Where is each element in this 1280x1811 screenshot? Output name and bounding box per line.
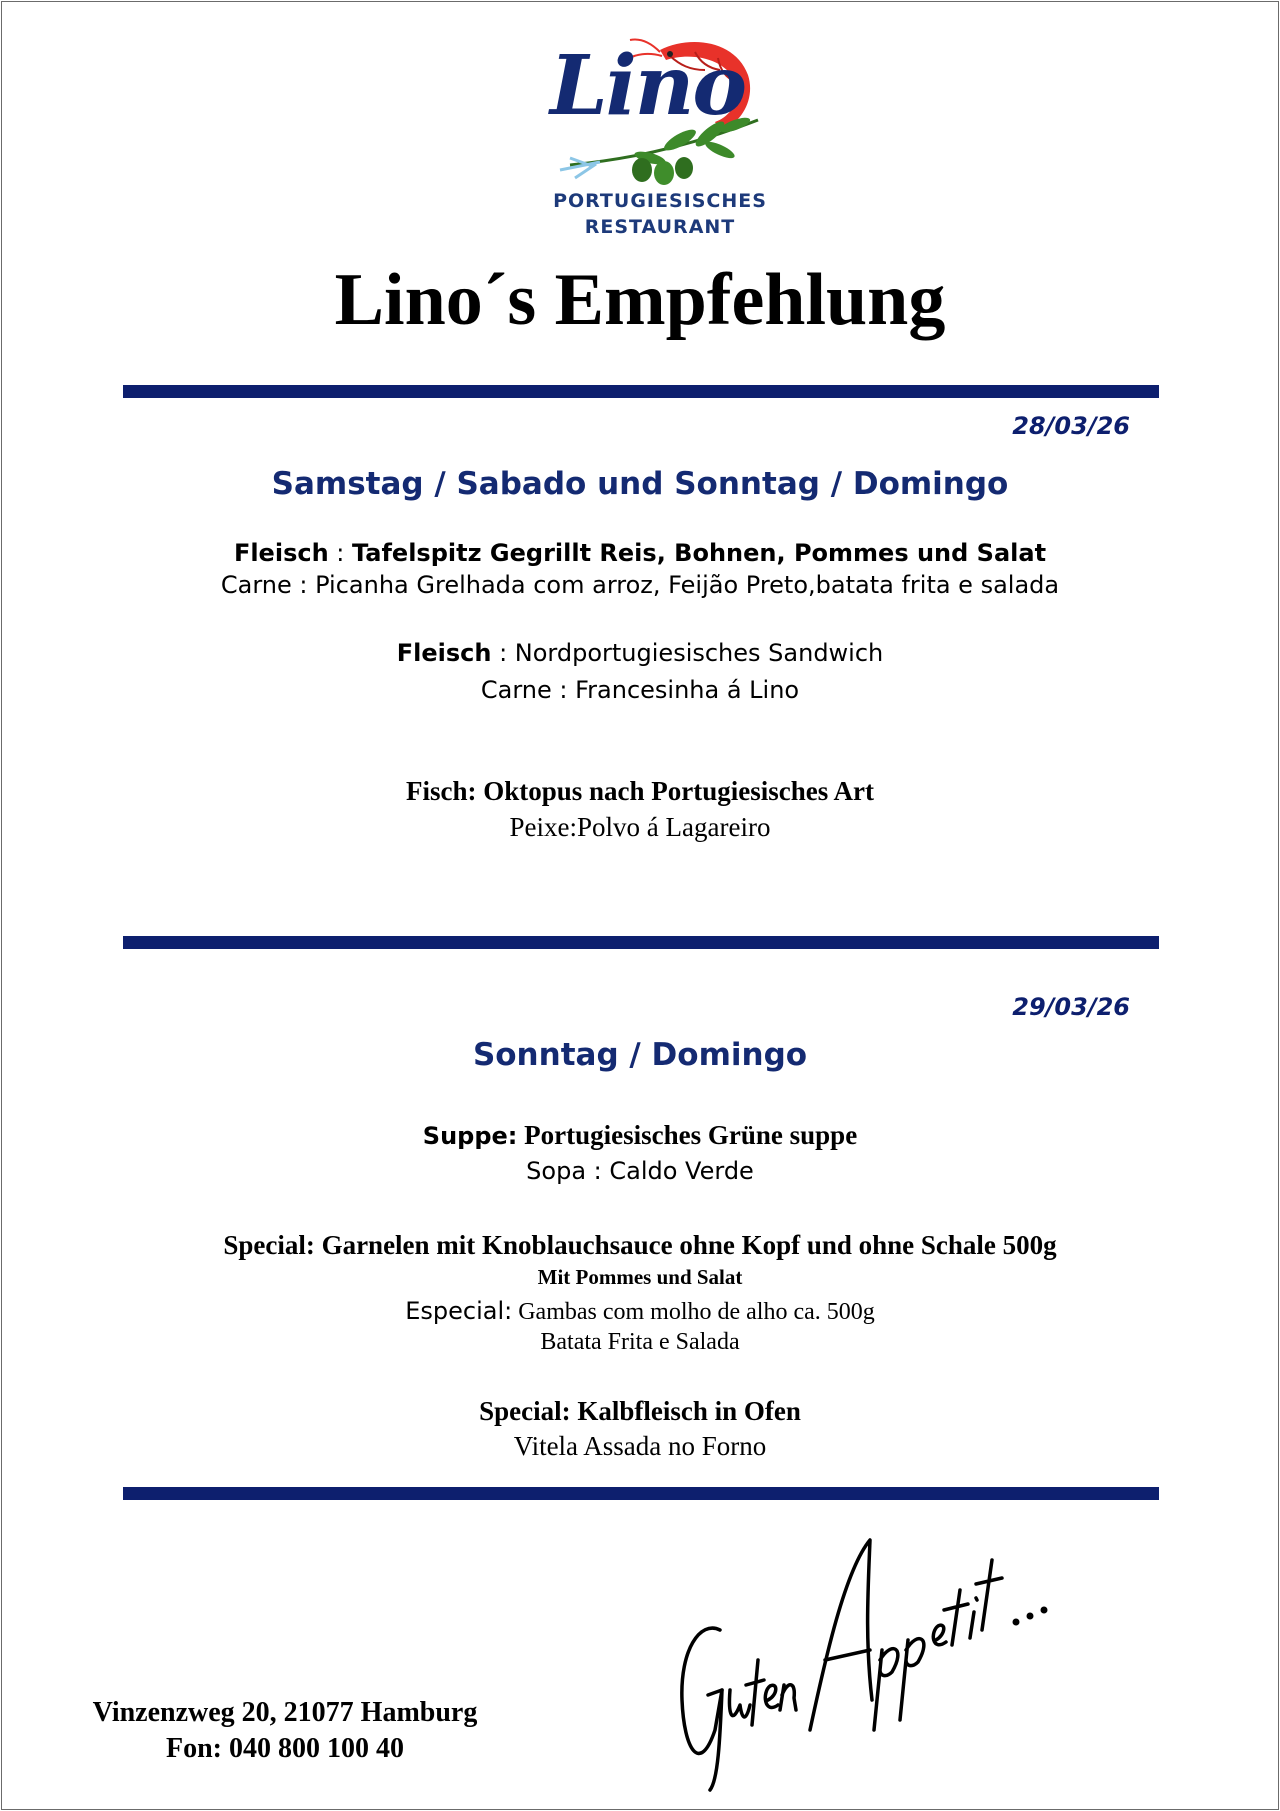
- special-1-de-sides: Mit Pommes und Salat: [537, 1265, 743, 1289]
- footer-phone: Fon: 040 800 100 40: [166, 1733, 404, 1764]
- special-2-label: Special:: [479, 1396, 571, 1426]
- divider-1: [123, 385, 1159, 398]
- special-1-de: [0, 1230, 1280, 1261]
- special-2-name-de: Kalbfleisch in Ofen: [577, 1396, 801, 1426]
- special-1-pt-label: Especial:: [405, 1297, 513, 1325]
- dish-1-label: Fleisch: [233, 539, 329, 567]
- dish-3-pt: Peixe:Polvo á Lagareiro: [509, 812, 771, 842]
- logo-wordmark: Lino: [550, 38, 746, 134]
- special-1-pt-sides: Batata Frita e Salada: [540, 1329, 740, 1355]
- soup-label: Suppe:: [422, 1122, 518, 1150]
- logo-subtitle-line1: PORTUGIESISCHES: [553, 190, 767, 212]
- special-1-pt: [0, 1297, 1280, 1326]
- dish-1-de: [0, 539, 1280, 567]
- restaurant-logo: [530, 30, 790, 250]
- special-1-name-de: Garnelen mit Knoblauchsauce ohne Kopf und ohne Schale 500g: [321, 1230, 1057, 1260]
- special-1-name-pt: Gambas com molho de alho ca. 500g: [518, 1299, 875, 1325]
- dish-3-label: Fisch:: [405, 776, 477, 806]
- divider-2: [123, 936, 1159, 949]
- dish-2-de: [0, 639, 1280, 667]
- dish-2-sep: :: [491, 639, 515, 667]
- dish-3-de: [0, 776, 1280, 807]
- divider-3: [123, 1487, 1159, 1500]
- special-1-label: Special:: [223, 1230, 315, 1260]
- soup-pt: Sopa : Caldo Verde: [526, 1157, 754, 1185]
- dish-1-pt: Carne : Picanha Grelhada com arroz, Feijão Preto,batata frita e salada: [220, 571, 1060, 599]
- soup-name-de: Portugiesisches Grüne suppe: [524, 1120, 858, 1150]
- dish-3-name-de: Oktopus nach Portugiesisches Art: [483, 776, 875, 806]
- dish-2-name-de: Nordportugiesisches Sandwich: [514, 639, 884, 667]
- day-heading-2: Sonntag / Domingo: [472, 1037, 808, 1073]
- date-section-2: 29/03/26: [1012, 993, 1130, 1021]
- dish-1-name-de: Tafelspitz Gegrillt Reis, Bohnen, Pommes und Salat: [352, 539, 1047, 567]
- page-title: Lino´s Empfehlung: [334, 259, 946, 341]
- special-2-pt: Vitela Assada no Forno: [513, 1431, 767, 1461]
- dish-2-pt: Carne : Francesinha á Lino: [480, 676, 800, 704]
- dish-1-sep: :: [328, 539, 353, 567]
- footer-address: Vinzenzweg 20, 21077 Hamburg: [92, 1697, 478, 1728]
- special-2-de: [0, 1396, 1280, 1427]
- day-heading-1: Samstag / Sabado und Sonntag / Domingo: [271, 466, 1009, 502]
- logo-subtitle-line2: RESTAURANT: [584, 216, 736, 238]
- soup-de: [0, 1120, 1280, 1151]
- guten-appetit-signature: [660, 1500, 1080, 1800]
- date-section-1: 28/03/26: [1012, 412, 1130, 440]
- dish-2-label: Fleisch: [396, 639, 492, 667]
